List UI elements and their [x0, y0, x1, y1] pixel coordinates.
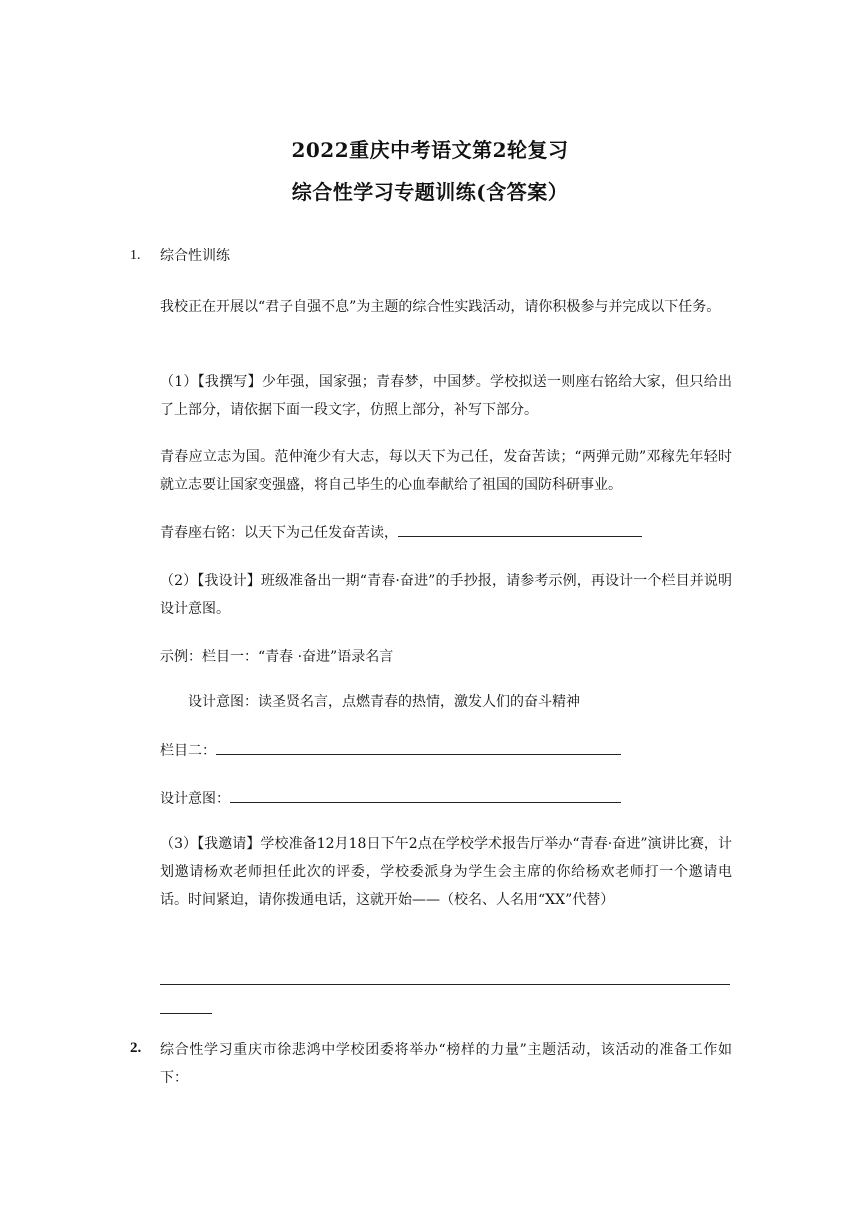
- phone-answer-line-2[interactable]: [160, 1013, 212, 1014]
- intent-answer-blank[interactable]: [230, 788, 621, 803]
- document-title-line2: 综合性学习专题训练(含答案）: [291, 180, 569, 204]
- question-2-text: 综合性学习重庆市徐悲鸿中学校团委将举办“榜样的力量”主题活动，该活动的准备工作如下：: [160, 1042, 732, 1086]
- intent-label: 设计意图：: [160, 791, 230, 807]
- intent-row: [160, 785, 732, 813]
- motto-answer-blank[interactable]: [398, 522, 642, 537]
- document-title-line1: 2022重庆中考语文第2轮复习: [291, 138, 569, 162]
- column2-label: 栏目二：: [160, 743, 216, 759]
- example-intent: 设计意图：读圣贤名言，点燃青春的热情，激发人们的奋斗精神: [188, 694, 580, 710]
- motto-text: 青春座右铭：以天下为己任发奋苦读，: [160, 525, 398, 541]
- question-1-heading: 综合性训练: [160, 248, 230, 264]
- question-2-number: 2.: [130, 1040, 142, 1056]
- phone-answer-line-1[interactable]: [160, 984, 730, 985]
- question-1-passage: 青春应立志为国。范仲淹少有大志，每以天下为己任，发奋苦读；“两弹元勋”邓稼先年轻时就立志要让国家变强盛，将自己毕生的心血奉献给了祖国的国防科研事业。: [160, 449, 732, 493]
- question-1-part1: （1）【我撰写】少年强，国家强；青春梦，中国梦。学校拟送一则座右铭给大家，但只给出了上部分，请依据下面一段文字，仿照上部分，补写下部分。: [160, 374, 732, 418]
- column2-answer-blank[interactable]: [216, 740, 621, 755]
- question-1-part2: （2）【我设计】班级准备出一期“青春·奋进”的手抄报，请参考示例，再设计一个栏目并说明设计意图。: [160, 573, 732, 617]
- motto-row: [160, 519, 732, 547]
- column2-row: [160, 737, 732, 765]
- question-1-intro: 我校正在开展以“君子自强不息”为主题的综合性实践活动，请你积极参与并完成以下任务。: [160, 299, 721, 315]
- question-1-number: 1.: [130, 248, 141, 263]
- example-column: 示例：栏目一：“青春 ·奋进”语录名言: [160, 649, 394, 665]
- question-1-part3: （3）【我邀请】学校准备12月18日下午2点在学校学术报告厅举办“青春·奋进”演讲比赛，计划邀请杨欢老师担任此次的评委，学校委派身为学生会主席的你给杨欢老师打一个邀请电话。时间紧迫，请你拨通电话，这就开始——（校名、人名用“XX”代替）: [160, 836, 732, 908]
